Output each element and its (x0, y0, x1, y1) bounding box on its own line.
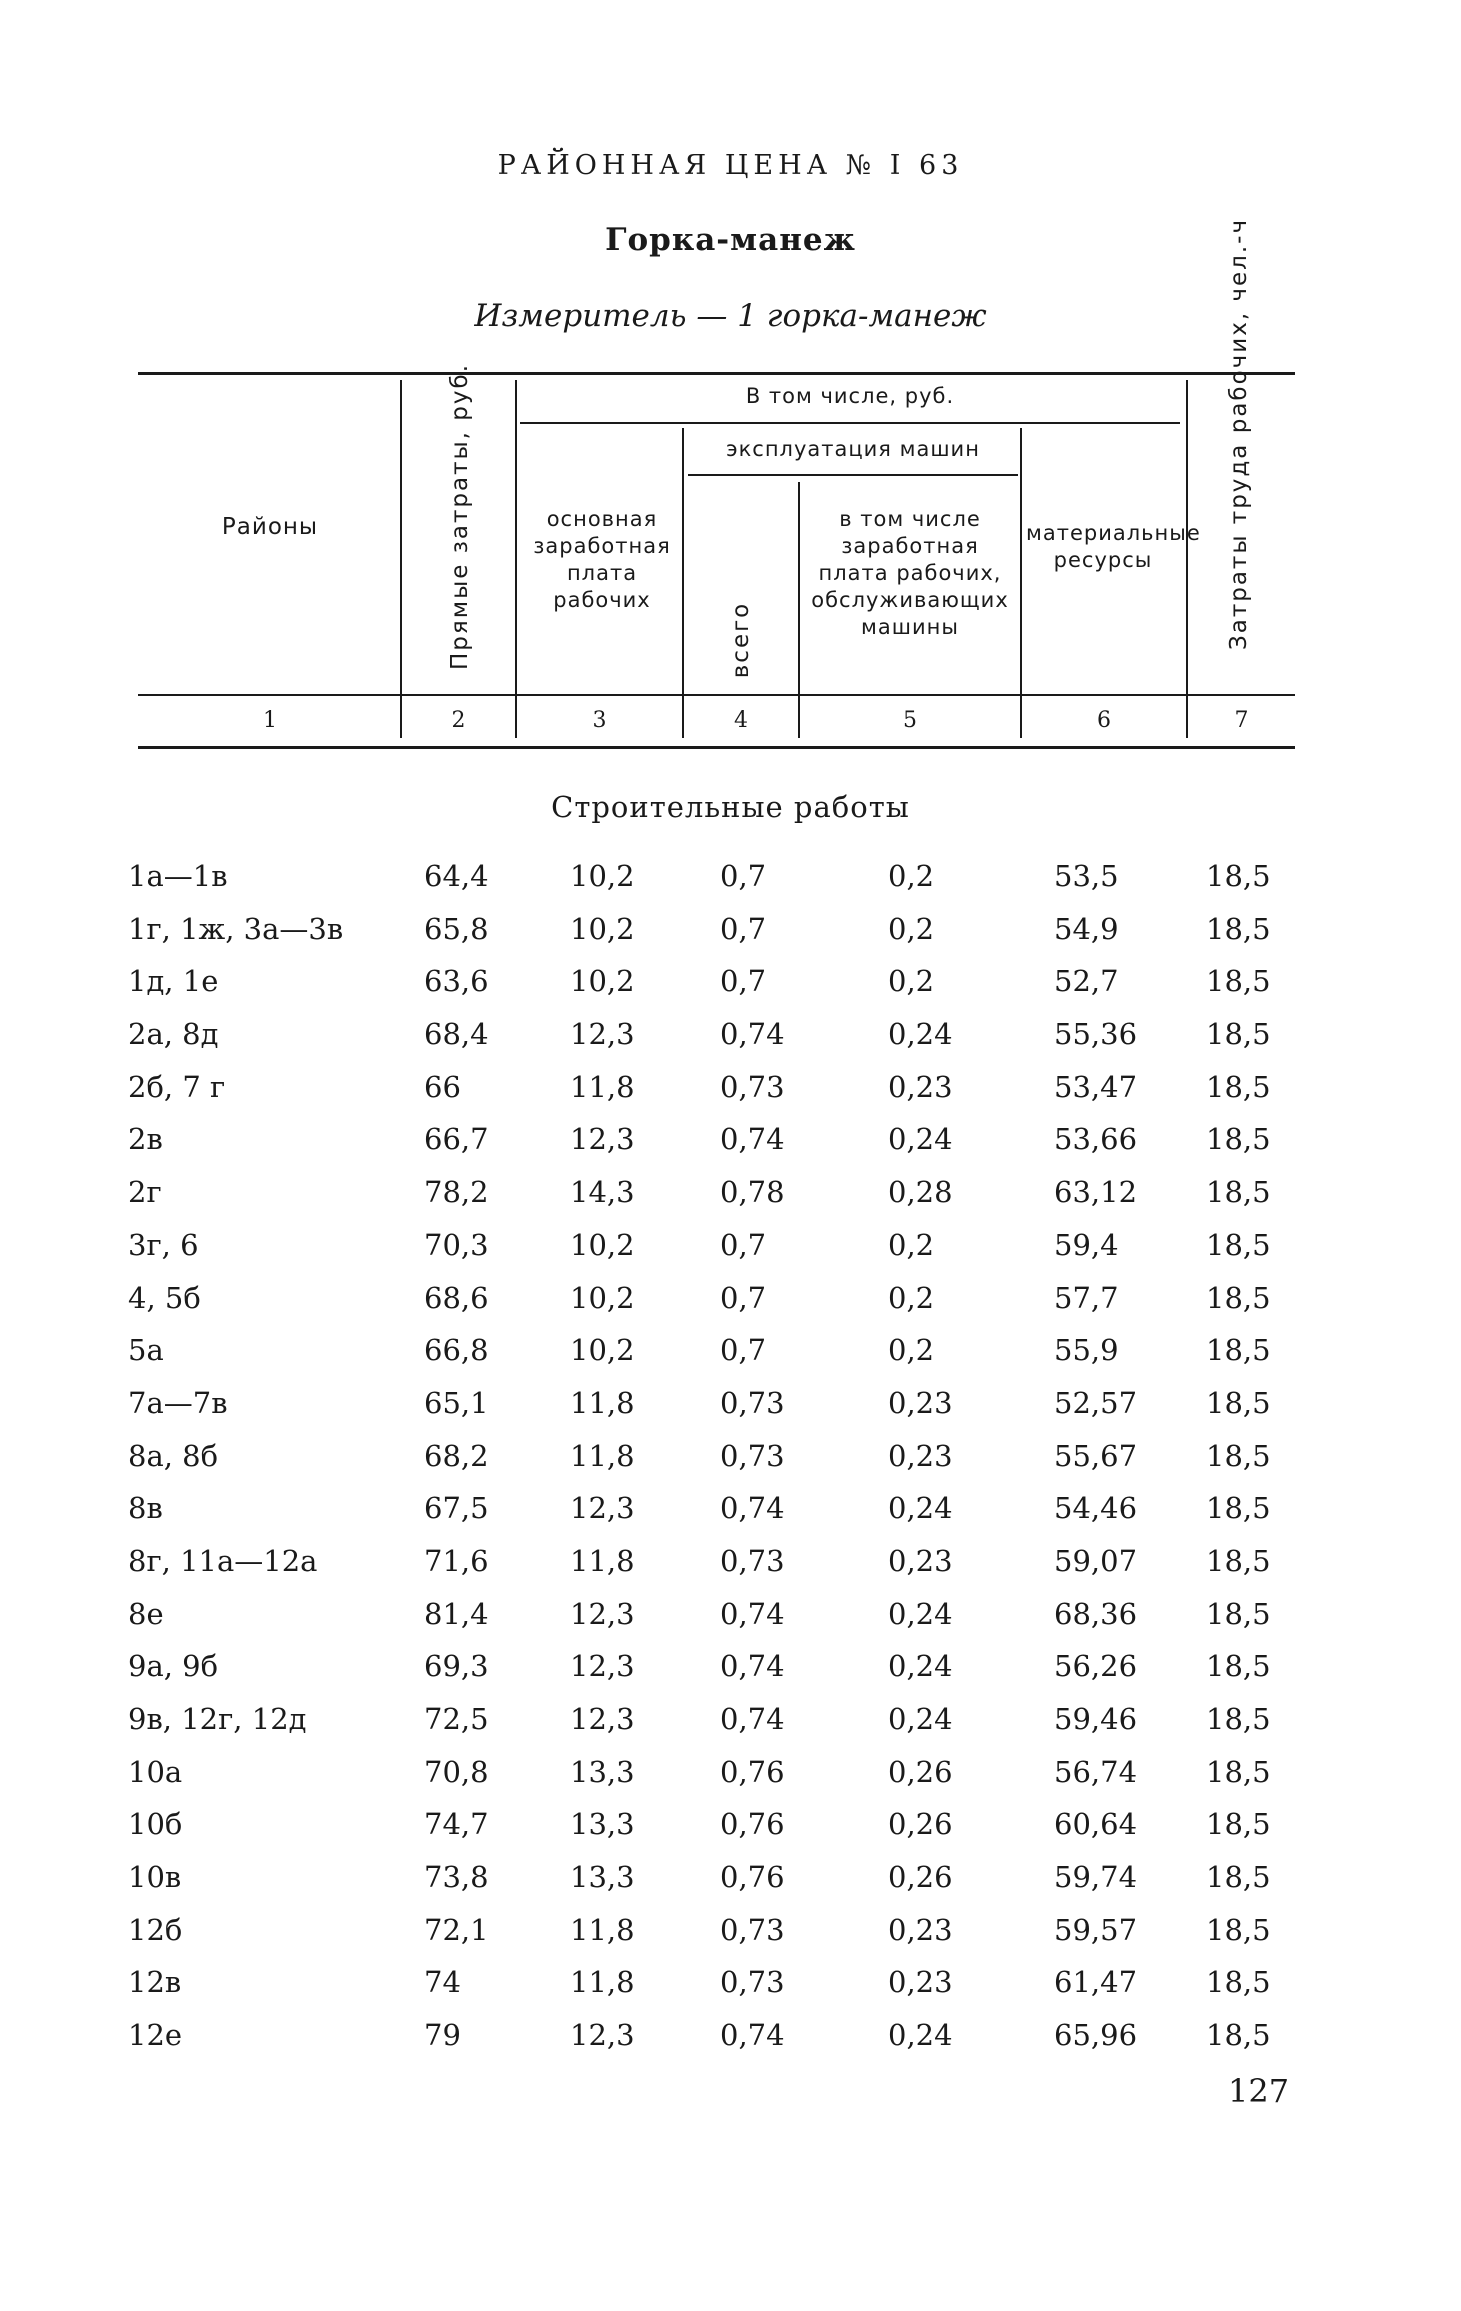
value-cell: 0,23 (888, 1438, 953, 1473)
region-cell: 12в (128, 1965, 182, 2000)
column-number: 3 (592, 708, 607, 733)
value-cell: 72,5 (424, 1702, 489, 1736)
value-cell: 52,57 (1054, 1385, 1138, 1420)
value-cell: 59,74 (1054, 1860, 1138, 1895)
value-cell: 0,2 (888, 1227, 935, 1262)
table-row (0, 1014, 1461, 1067)
value-cell: 18,5 (1206, 1385, 1271, 1420)
value-cell: 11,8 (570, 1385, 635, 1420)
value-cell: 0,28 (888, 1175, 953, 1210)
value-cell: 0,74 (720, 1649, 785, 1684)
value-cell: 0,74 (720, 1491, 785, 1526)
value-cell: 67,5 (424, 1491, 489, 1526)
table-row (0, 1067, 1461, 1120)
value-cell: 0,7 (720, 859, 767, 893)
measurement-unit: Измеритель — 1 горка-манеж (474, 298, 987, 334)
value-cell: 10,2 (570, 1227, 635, 1262)
col-divider-2 (515, 380, 517, 738)
table-row (0, 1699, 1461, 1752)
value-cell: 12,3 (570, 1702, 635, 1736)
value-cell: 0,76 (720, 1860, 785, 1895)
value-cell: 71,6 (424, 1543, 489, 1578)
value-cell: 69,3 (424, 1649, 489, 1684)
region-cell: 2в (128, 1122, 163, 1157)
value-cell: 78,2 (424, 1175, 489, 1210)
table-row (0, 1962, 1461, 2015)
value-cell: 68,4 (424, 1017, 489, 1052)
value-cell: 66,8 (424, 1333, 489, 1368)
value-cell: 11,8 (570, 1438, 635, 1473)
value-cell: 10,2 (570, 1280, 635, 1315)
value-cell: 0,24 (888, 1649, 953, 1684)
value-cell: 79 (424, 2018, 461, 2053)
col-divider-6 (1186, 380, 1188, 738)
region-cell: 8а, 8б (128, 1438, 219, 1473)
col-divider-4 (798, 482, 800, 738)
value-cell: 0,73 (720, 1912, 785, 1947)
value-cell: 11,8 (570, 1069, 635, 1104)
top-rule (138, 372, 1295, 375)
header-including: В том числе, руб. (745, 384, 955, 408)
region-cell: 8в (128, 1491, 163, 1526)
value-cell: 0,73 (720, 1069, 785, 1104)
region-cell: 9а, 9б (128, 1649, 219, 1684)
header-base-salary: основная заработная плата рабочих (533, 507, 671, 612)
value-cell: 57,7 (1054, 1280, 1119, 1315)
value-cell: 63,6 (424, 964, 489, 999)
page-number: 127 (1228, 2072, 1290, 2110)
value-cell: 0,76 (720, 1807, 785, 1842)
value-cell: 53,47 (1054, 1069, 1138, 1104)
table-row (0, 1119, 1461, 1172)
header-labor: Затраты труда рабочих, чел.-ч (1226, 217, 1252, 650)
region-cell: 3г, 6 (128, 1227, 199, 1262)
value-cell: 11,8 (570, 1912, 635, 1947)
value-cell: 53,66 (1054, 1122, 1138, 1157)
value-cell: 70,3 (424, 1227, 489, 1262)
value-cell: 18,5 (1206, 1965, 1271, 2000)
table-row (0, 1278, 1461, 1331)
value-cell: 12,3 (570, 1649, 635, 1684)
value-cell: 66,7 (424, 1122, 489, 1157)
value-cell: 13,3 (570, 1860, 635, 1895)
table-row (0, 1752, 1461, 1805)
value-cell: 12,3 (570, 1122, 635, 1157)
value-cell: 0,24 (888, 1017, 953, 1052)
value-cell: 59,46 (1054, 1702, 1138, 1736)
including-rule (520, 422, 1180, 424)
value-cell: 18,5 (1206, 1702, 1271, 1736)
table-row (0, 1172, 1461, 1225)
value-cell: 64,4 (424, 859, 489, 893)
value-cell: 54,9 (1054, 911, 1119, 946)
value-cell: 81,4 (424, 1596, 489, 1631)
value-cell: 0,23 (888, 1912, 953, 1947)
value-cell: 0,74 (720, 1122, 785, 1157)
value-cell: 0,73 (720, 1543, 785, 1578)
table-row (0, 961, 1461, 1014)
value-cell: 74 (424, 1965, 461, 2000)
value-cell: 0,23 (888, 1069, 953, 1104)
value-cell: 0,7 (720, 1333, 767, 1368)
header-bottom-rule (138, 694, 1295, 696)
value-cell: 18,5 (1206, 1438, 1271, 1473)
value-cell: 61,47 (1054, 1965, 1138, 2000)
value-cell: 68,6 (424, 1280, 489, 1315)
col-divider-3 (682, 428, 684, 738)
value-cell: 0,74 (720, 2018, 785, 2053)
value-cell: 59,07 (1054, 1543, 1138, 1578)
value-cell: 70,8 (424, 1754, 489, 1789)
value-cell: 63,12 (1054, 1175, 1138, 1210)
value-cell: 18,5 (1206, 1543, 1271, 1578)
value-cell: 10,2 (570, 964, 635, 999)
value-cell: 18,5 (1206, 1227, 1271, 1262)
table-body (0, 856, 1461, 2068)
value-cell: 18,5 (1206, 1491, 1271, 1526)
value-cell: 0,23 (888, 1385, 953, 1420)
value-cell: 0,24 (888, 1491, 953, 1526)
document-title: Горка-манеж (605, 222, 856, 258)
value-cell: 0,74 (720, 1017, 785, 1052)
header-machine-salary: в том числе заработная плата рабочих, обслуживающих машины (811, 507, 1009, 639)
table-row (0, 856, 1461, 909)
value-cell: 10,2 (570, 911, 635, 946)
col-divider-5 (1020, 428, 1022, 738)
value-cell: 0,23 (888, 1965, 953, 2000)
value-cell: 13,3 (570, 1754, 635, 1789)
value-cell: 0,26 (888, 1860, 953, 1895)
header-direct-costs: Прямые затраты, руб. (447, 362, 473, 670)
value-cell: 18,5 (1206, 1754, 1271, 1789)
value-cell: 0,2 (888, 859, 935, 893)
value-cell: 0,24 (888, 2018, 953, 2053)
value-cell: 12,3 (570, 1017, 635, 1052)
value-cell: 65,96 (1054, 2018, 1138, 2053)
value-cell: 0,7 (720, 1227, 767, 1262)
value-cell: 72,1 (424, 1912, 489, 1947)
value-cell: 0,23 (888, 1543, 953, 1578)
value-cell: 65,8 (424, 911, 489, 946)
col-divider-1 (400, 380, 402, 738)
table-row (0, 1594, 1461, 1647)
value-cell: 12,3 (570, 2018, 635, 2053)
value-cell: 55,9 (1054, 1333, 1119, 1368)
machines-rule (688, 474, 1018, 476)
column-number: 6 (1097, 708, 1111, 733)
header-materials: материальные ресурсы (1026, 521, 1201, 572)
value-cell: 0,74 (720, 1702, 785, 1736)
column-number: 7 (1234, 708, 1249, 733)
table-row (0, 1225, 1461, 1278)
region-cell: 10а (128, 1754, 183, 1789)
value-cell: 18,5 (1206, 1122, 1271, 1157)
region-cell: 8е (128, 1596, 164, 1631)
column-number: 2 (451, 708, 466, 733)
value-cell: 68,36 (1054, 1596, 1138, 1631)
value-cell: 74,7 (424, 1807, 489, 1842)
region-cell: 9в, 12г, 12д (128, 1702, 307, 1736)
header-regions: Районы (221, 514, 319, 540)
value-cell: 18,5 (1206, 1175, 1271, 1210)
value-cell: 0,2 (888, 911, 935, 946)
value-cell: 73,8 (424, 1860, 489, 1895)
price-heading: РАЙОННАЯ ЦЕНА № I 63 (497, 150, 964, 181)
value-cell: 0,7 (720, 964, 767, 999)
table-row (0, 2015, 1461, 2068)
value-cell: 0,73 (720, 1965, 785, 2000)
header-machines-total: всего (728, 601, 754, 679)
column-numbers-rule (138, 746, 1295, 749)
value-cell: 0,7 (720, 911, 767, 946)
value-cell: 54,46 (1054, 1491, 1138, 1526)
region-cell: 12е (128, 2018, 183, 2053)
value-cell: 0,73 (720, 1438, 785, 1473)
value-cell: 0,2 (888, 964, 935, 999)
value-cell: 18,5 (1206, 1860, 1271, 1895)
value-cell: 18,5 (1206, 1333, 1271, 1368)
region-cell: 7а—7в (128, 1385, 228, 1420)
value-cell: 68,2 (424, 1438, 489, 1473)
column-number: 1 (263, 708, 277, 733)
value-cell: 0,24 (888, 1702, 953, 1736)
value-cell: 0,74 (720, 1596, 785, 1631)
section-title: Строительные работы (551, 790, 910, 824)
region-cell: 2а, 8д (128, 1017, 219, 1052)
table-row (0, 1383, 1461, 1436)
table-row (0, 1910, 1461, 1963)
value-cell: 0,2 (888, 1280, 935, 1315)
region-cell: 1г, 1ж, 3а—3в (128, 911, 344, 946)
region-cell: 2б, 7 г (128, 1069, 226, 1104)
value-cell: 59,4 (1054, 1227, 1119, 1262)
region-cell: 10б (128, 1807, 183, 1842)
table-row (0, 1857, 1461, 1910)
value-cell: 60,64 (1054, 1807, 1138, 1842)
value-cell: 12,3 (570, 1596, 635, 1631)
value-cell: 18,5 (1206, 859, 1271, 893)
value-cell: 18,5 (1206, 1649, 1271, 1684)
region-cell: 8г, 11а—12а (128, 1543, 318, 1578)
value-cell: 11,8 (570, 1543, 635, 1578)
value-cell: 0,7 (720, 1280, 767, 1315)
region-cell: 12б (128, 1912, 183, 1947)
table-row (0, 1541, 1461, 1594)
value-cell: 18,5 (1206, 911, 1271, 946)
value-cell: 0,78 (720, 1175, 785, 1210)
value-cell: 0,24 (888, 1122, 953, 1157)
region-cell: 10в (128, 1860, 182, 1895)
table-row (0, 1330, 1461, 1383)
value-cell: 18,5 (1206, 1807, 1271, 1842)
value-cell: 18,5 (1206, 964, 1271, 999)
value-cell: 18,5 (1206, 2018, 1271, 2053)
value-cell: 52,7 (1054, 964, 1119, 999)
value-cell: 53,5 (1054, 859, 1119, 893)
value-cell: 18,5 (1206, 1069, 1271, 1104)
value-cell: 10,2 (570, 859, 635, 893)
value-cell: 0,73 (720, 1385, 785, 1420)
region-cell: 1а—1в (128, 859, 228, 893)
header-machine-operation: эксплуатация машин (726, 437, 980, 461)
value-cell: 59,57 (1054, 1912, 1138, 1947)
region-cell: 1д, 1е (128, 964, 219, 999)
column-number: 4 (734, 708, 748, 733)
table-row (0, 1436, 1461, 1489)
value-cell: 56,26 (1054, 1649, 1138, 1684)
value-cell: 10,2 (570, 1333, 635, 1368)
value-cell: 18,5 (1206, 1280, 1271, 1315)
value-cell: 0,2 (888, 1333, 935, 1368)
value-cell: 66 (424, 1069, 461, 1104)
value-cell: 14,3 (570, 1175, 635, 1210)
region-cell: 5а (128, 1333, 164, 1368)
table-row (0, 909, 1461, 962)
region-cell: 4, 5б (128, 1280, 201, 1315)
value-cell: 55,36 (1054, 1017, 1138, 1052)
value-cell: 12,3 (570, 1491, 635, 1526)
table-row (0, 1488, 1461, 1541)
table-row (0, 1646, 1461, 1699)
region-cell: 2г (128, 1175, 162, 1210)
value-cell: 0,26 (888, 1807, 953, 1842)
value-cell: 0,24 (888, 1596, 953, 1631)
value-cell: 18,5 (1206, 1596, 1271, 1631)
value-cell: 0,26 (888, 1754, 953, 1789)
column-number: 5 (903, 708, 917, 733)
value-cell: 11,8 (570, 1965, 635, 2000)
value-cell: 0,76 (720, 1754, 785, 1789)
value-cell: 18,5 (1206, 1912, 1271, 1947)
value-cell: 55,67 (1054, 1438, 1138, 1473)
value-cell: 18,5 (1206, 1017, 1271, 1052)
table-row (0, 1804, 1461, 1857)
value-cell: 65,1 (424, 1385, 489, 1420)
value-cell: 56,74 (1054, 1754, 1138, 1789)
value-cell: 13,3 (570, 1807, 635, 1842)
